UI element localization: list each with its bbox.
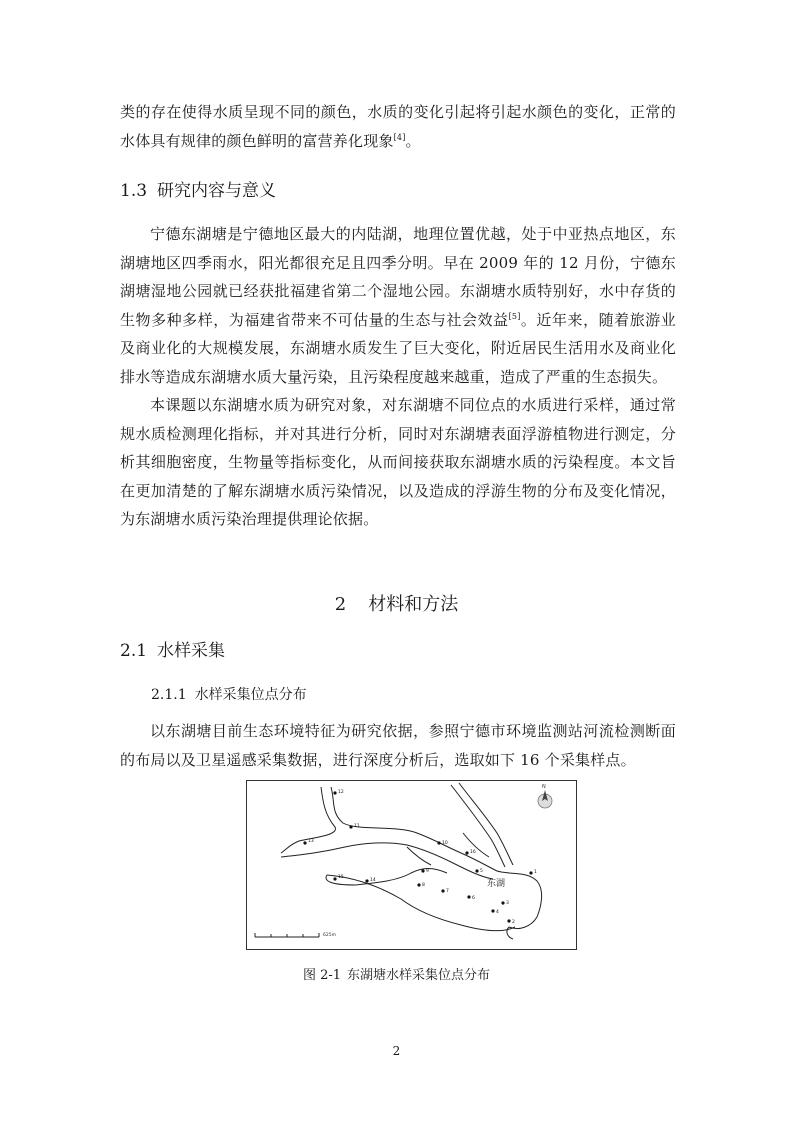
- paragraph-text: 以东湖塘目前生态环境特征为研究依据，参照宁德市环境监测站河流检测断面的布局以及卫星遥感采集数据，进行深度分析后，选取如下 16 个采集样点。: [120, 722, 676, 769]
- paragraph-text: 。近年来，随着旅游业及商业化的大规模发展，东湖塘水质发生了巨大变化，附近居民生活用水及商业化排水等造成东湖塘水质大量污染，且污染程度越来越重，造成了严重的生态损失。: [120, 310, 676, 386]
- sampling-site-7: [441, 889, 444, 892]
- lake-label: 东湖: [487, 879, 506, 889]
- sampling-site-13: [303, 841, 306, 844]
- paragraph-text: 。: [405, 131, 421, 150]
- river-line: [451, 785, 505, 867]
- paragraph-text: 类的存在使得水质呈现不同的颜色，水质的变化引起将引起水颜色的变化，正常的水体具有规律的颜色鲜明的富营养化现象: [120, 103, 676, 150]
- site-label: 9: [426, 869, 429, 874]
- chapter-number: 2: [334, 594, 347, 615]
- lake-map: [247, 781, 575, 948]
- site-label: 11: [354, 824, 360, 829]
- sampling-site-3: [501, 901, 504, 904]
- sampling-site-10: [437, 841, 440, 844]
- page-number: 2: [392, 1044, 401, 1058]
- site-label: 1: [534, 870, 537, 875]
- chapter-title: 材料和方法: [368, 594, 459, 615]
- paragraph-text: 宁德东湖塘是宁德地区最大的内陆湖，地理位置优越，处于中亚热点地区，东湖塘地区四季雨水，阳光都很充足且四季分明。早在 2009 年的 12 月份，宁德东湖塘湿地公园就已经获批福建省第二个湿地公园。东湖塘水质特别好，水中存货的生物多种多样，为福建省带来不可估量的生态与社会效益: [120, 225, 676, 329]
- sampling-site-4: [491, 909, 494, 912]
- citation-ref: [4]: [393, 132, 406, 142]
- sampling-site-1: [529, 871, 532, 874]
- subsection-heading-2-1-1: [151, 684, 307, 704]
- site-label: 5: [480, 869, 483, 874]
- paragraph-intro-continuation: [120, 98, 676, 155]
- site-label: 2: [512, 920, 515, 925]
- sampling-site-9: [421, 869, 424, 872]
- sampling-site-12: [333, 791, 336, 794]
- paragraph-sampling: [120, 717, 676, 774]
- site-label: 6: [472, 896, 475, 901]
- site-label: 7: [446, 889, 449, 894]
- site-label: 4: [496, 910, 499, 915]
- chapter-heading-2: [0, 590, 793, 616]
- section-title: 研究内容与意义: [157, 181, 277, 201]
- section-heading-1-3: [120, 176, 276, 201]
- site-label: 12: [338, 790, 344, 795]
- paragraph-objective: 本课题以东湖塘水质为研究对象，对东湖塘不同位点的水质进行采样，通过常规水质检测理化指标，并对其进行分析，同时对东湖塘表面浮游植物进行测定，分析其细胞密度，生物量等指标变化，从而间接获取东湖塘水质的污染程度。本文旨在更加清楚的了解东湖塘水质污染情况，以及造成的浮游生物的分布及变化情况，为东湖塘水质污染治理提供理论依据。: [120, 396, 676, 528]
- lake-outline: [281, 843, 493, 879]
- north-label: N: [542, 784, 546, 790]
- lake-outline: [407, 847, 431, 865]
- sampling-site-5: [475, 869, 478, 872]
- sampling-site-11: [349, 825, 352, 828]
- sampling-site-6: [467, 895, 470, 898]
- sampling-site-2: [507, 919, 510, 922]
- sampling-map-figure: [246, 780, 577, 950]
- sampling-site-14: [365, 879, 368, 882]
- citation-ref: [5]: [508, 311, 521, 321]
- scale-bar: [255, 933, 319, 937]
- sampling-site-15: [333, 877, 336, 880]
- section-number: 2.1: [120, 641, 148, 661]
- site-label: 13: [308, 839, 314, 844]
- section-heading-2-1: [120, 636, 225, 661]
- subsection-title: 水样采集位点分布: [194, 687, 307, 703]
- figure-caption: [0, 964, 793, 983]
- subsection-number: 2.1.1: [151, 687, 187, 703]
- section-number: 1.3: [120, 181, 148, 201]
- site-label: 8: [422, 883, 425, 888]
- site-label: 15: [338, 875, 344, 880]
- sampling-site-16: [465, 851, 468, 854]
- sampling-site-8: [417, 883, 420, 886]
- paragraph-background: [120, 220, 676, 534]
- site-label: 10: [442, 841, 448, 846]
- site-label: 16: [470, 850, 476, 855]
- site-label: 3: [506, 901, 509, 906]
- scale-label: 625m: [323, 933, 336, 938]
- figure-number: 图 2-1: [302, 968, 342, 983]
- site-label: 14: [370, 878, 376, 883]
- section-title: 水样采集: [157, 641, 226, 661]
- figure-caption-text: 东湖塘水样采集位点分布: [347, 968, 491, 983]
